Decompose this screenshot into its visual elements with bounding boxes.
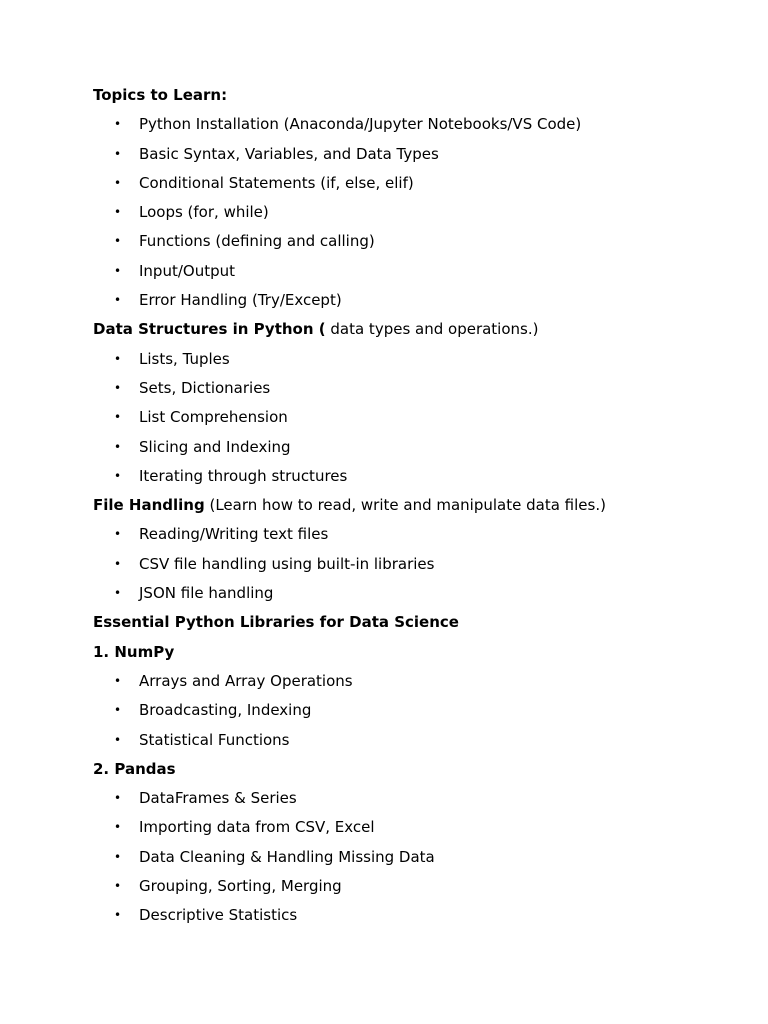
list-item-text: Reading/Writing text files bbox=[139, 525, 329, 544]
heading-text: 2. Pandas bbox=[93, 759, 176, 778]
bullet-icon: • bbox=[114, 380, 122, 395]
bullet-icon: • bbox=[114, 351, 122, 366]
list-item-text: Conditional Statements (if, else, elif) bbox=[139, 173, 414, 192]
list-item-text: List Comprehension bbox=[139, 408, 288, 427]
section-heading bbox=[93, 638, 733, 667]
list-item bbox=[93, 345, 733, 374]
list-item bbox=[93, 227, 733, 256]
bullet-icon: • bbox=[114, 820, 122, 835]
bullet-icon: • bbox=[114, 439, 122, 454]
list-item bbox=[93, 110, 733, 139]
list-item bbox=[93, 901, 733, 930]
bullet-icon: • bbox=[114, 234, 122, 249]
list-item bbox=[93, 813, 733, 842]
bullet-icon: • bbox=[114, 703, 122, 718]
list-item bbox=[93, 520, 733, 549]
bullet-icon: • bbox=[114, 849, 122, 864]
bullet-icon: • bbox=[114, 732, 122, 747]
heading-note: data types and operations.) bbox=[325, 320, 539, 339]
heading-text: Data Structures in Python ( bbox=[93, 320, 326, 339]
section-heading bbox=[93, 491, 733, 520]
heading-text: 1. NumPy bbox=[93, 642, 175, 661]
list-item bbox=[93, 462, 733, 491]
list-item-text: Descriptive Statistics bbox=[139, 906, 298, 925]
list-item bbox=[93, 667, 733, 696]
list-item-text: Sets, Dictionaries bbox=[139, 378, 271, 397]
list-item bbox=[93, 257, 733, 286]
bullet-icon: • bbox=[114, 410, 122, 425]
bullet-icon: • bbox=[114, 556, 122, 571]
list-item-text: Data Cleaning & Handling Missing Data bbox=[139, 847, 435, 866]
list-item-text: Error Handling (Try/Except) bbox=[139, 291, 342, 310]
list-item-text: Functions (defining and calling) bbox=[139, 232, 375, 251]
bullet-icon: • bbox=[114, 117, 122, 132]
list-item bbox=[93, 286, 733, 315]
list-item-text: Lists, Tuples bbox=[139, 349, 230, 368]
list-item bbox=[93, 784, 733, 813]
list-item bbox=[93, 374, 733, 403]
heading-text: File Handling bbox=[93, 496, 205, 515]
list-item-text: Arrays and Array Operations bbox=[139, 671, 353, 690]
bullet-icon: • bbox=[114, 146, 122, 161]
heading-note: (Learn how to read, write and manipulate data files.) bbox=[204, 496, 606, 515]
heading-text: Topics to Learn: bbox=[93, 86, 228, 104]
section-heading bbox=[93, 755, 733, 784]
list-item bbox=[93, 696, 733, 725]
bullet-icon: • bbox=[114, 175, 122, 190]
list-item-text: Slicing and Indexing bbox=[139, 437, 291, 456]
list-item bbox=[93, 843, 733, 872]
list-item-text: Basic Syntax, Variables, and Data Types bbox=[139, 144, 439, 163]
list-item-text: Loops (for, while) bbox=[139, 203, 269, 222]
heading-text: Essential Python Libraries for Data Science bbox=[93, 613, 459, 632]
list-item-text: Grouping, Sorting, Merging bbox=[139, 877, 342, 896]
list-item-text: DataFrames & Series bbox=[139, 789, 297, 808]
list-item-text: Broadcasting, Indexing bbox=[139, 701, 312, 720]
list-item-text: Python Installation (Anaconda/Jupyter Notebooks/VS Code) bbox=[139, 115, 582, 134]
bullet-icon: • bbox=[114, 205, 122, 220]
bullet-icon: • bbox=[114, 791, 122, 806]
list-item bbox=[93, 169, 733, 198]
list-item bbox=[93, 198, 733, 227]
section-heading bbox=[93, 81, 733, 110]
list-item-text: Iterating through structures bbox=[139, 466, 348, 485]
section-heading bbox=[93, 608, 733, 637]
bullet-icon: • bbox=[114, 879, 122, 894]
list-item bbox=[93, 726, 733, 755]
bullet-icon: • bbox=[114, 263, 122, 278]
list-item-text: CSV file handling using built-in libraries bbox=[139, 554, 435, 573]
list-item-text: Statistical Functions bbox=[139, 730, 290, 749]
bullet-icon: • bbox=[114, 908, 122, 923]
list-item-text: Input/Output bbox=[139, 261, 235, 280]
list-item bbox=[93, 140, 733, 169]
bullet-icon: • bbox=[114, 527, 122, 542]
list-item bbox=[93, 872, 733, 901]
bullet-icon: • bbox=[114, 468, 122, 483]
bullet-icon: • bbox=[114, 293, 122, 308]
document-body bbox=[93, 81, 733, 931]
list-item-text: Importing data from CSV, Excel bbox=[139, 818, 375, 837]
list-item-text: JSON file handling bbox=[139, 584, 274, 603]
bullet-icon: • bbox=[114, 586, 122, 601]
list-item bbox=[93, 403, 733, 432]
bullet-icon: • bbox=[114, 673, 122, 688]
list-item bbox=[93, 550, 733, 579]
list-item bbox=[93, 433, 733, 462]
section-heading bbox=[93, 315, 733, 344]
list-item bbox=[93, 579, 733, 608]
